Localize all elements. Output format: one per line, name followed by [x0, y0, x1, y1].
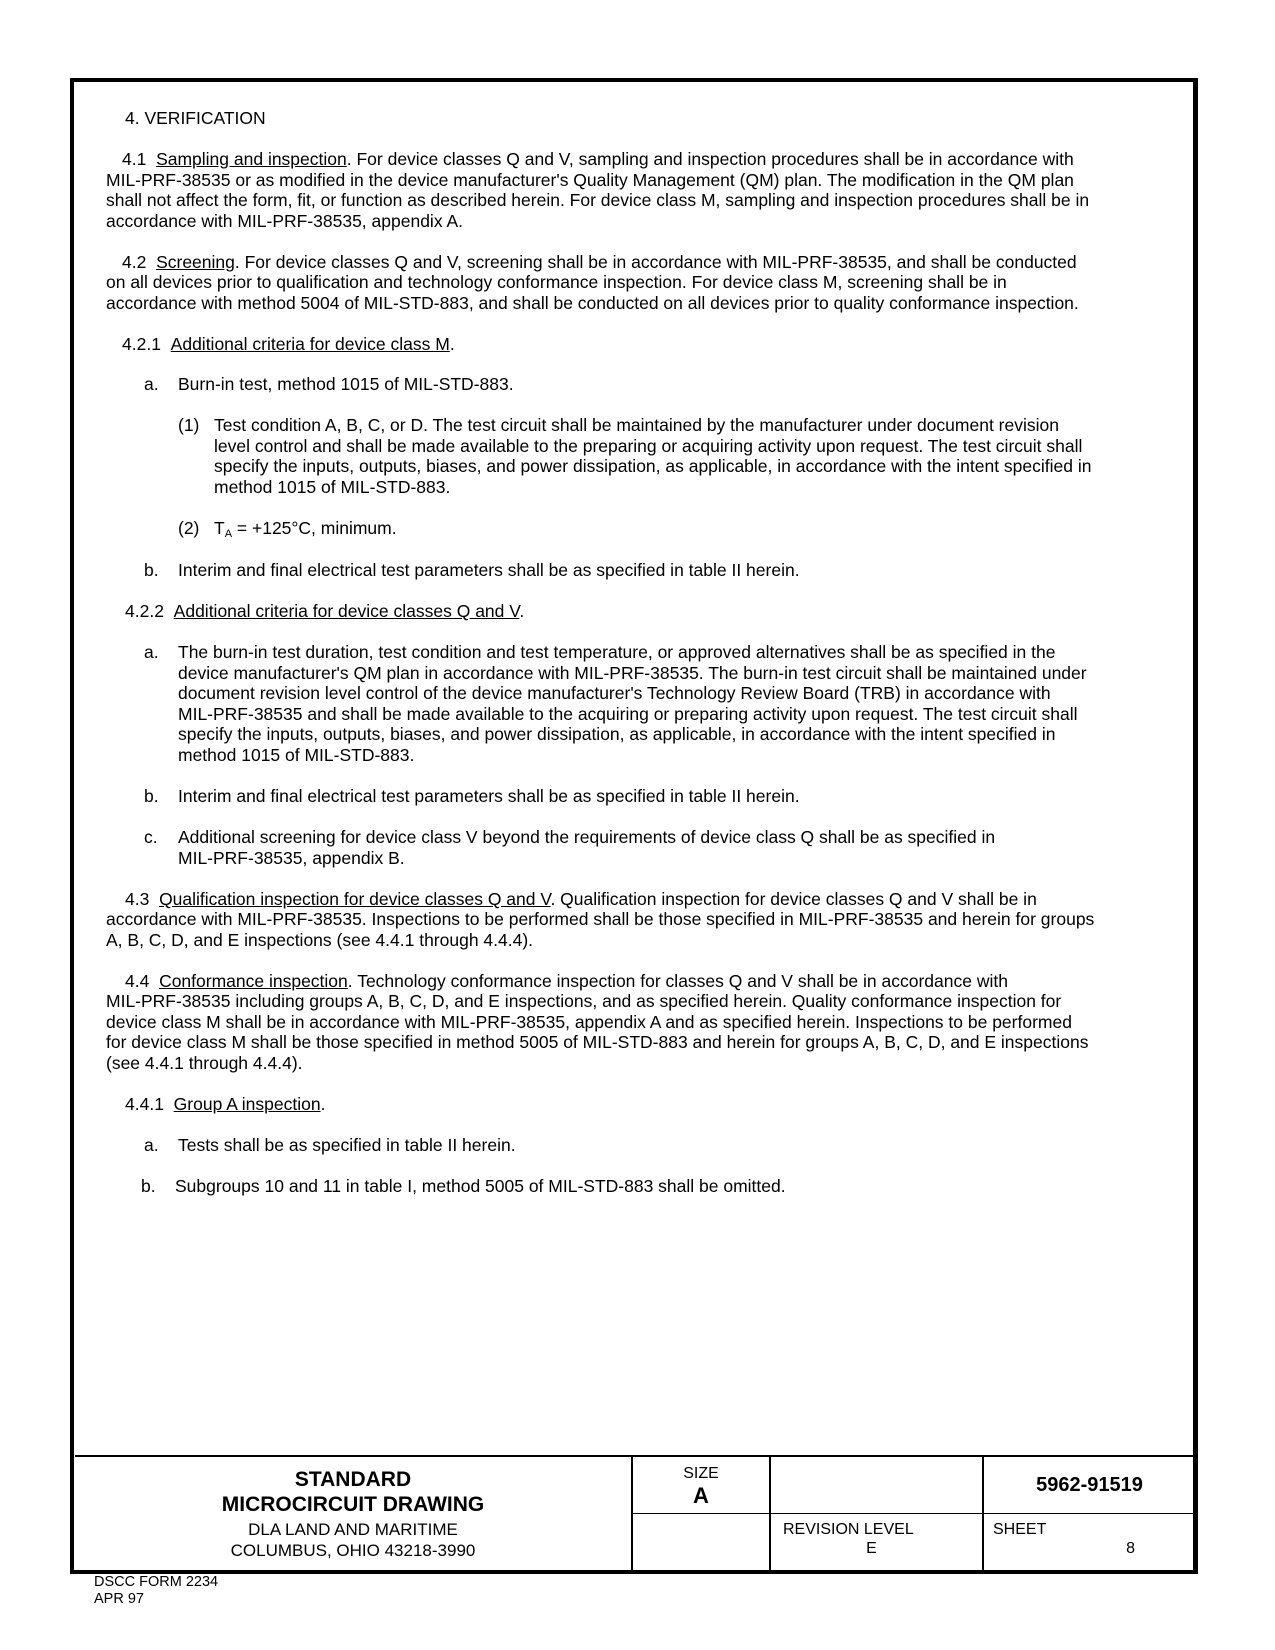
text-line: device manufacturer's QM plan in accordance with MIL-PRF-38535. The burn-in test circuit shall be maintained under [178, 663, 1087, 683]
text-line: for device class M shall be those specified in method 5005 of MIL-STD-883 and herein for groups A, B, C, D, and E inspections [106, 1032, 1089, 1052]
text-line: MIL-PRF-38535, appendix B. [178, 848, 405, 868]
symbol: T [214, 518, 225, 538]
text-line: . For device classes Q and V, screening shall be in accordance with MIL-PRF-38535, and shall be conducted [234, 252, 1077, 272]
revision-label: REVISION LEVEL [783, 1521, 914, 1538]
divider [631, 1513, 1195, 1514]
text-line: method 1015 of MIL-STD-883. [214, 477, 451, 497]
section-title: Sampling and inspection [156, 149, 347, 169]
item-text: Subgroups 10 and 11 in table I, method 5005 of MIL-STD-883 shall be omitted. [175, 1176, 786, 1196]
text-line: accordance with MIL-PRF-38535, appendix A. [106, 211, 463, 231]
item-label: c. [144, 827, 158, 847]
text-line: . For device classes Q and V, sampling and inspection procedures shall be in accordance with [346, 149, 1074, 169]
revision-value: E [866, 1540, 877, 1557]
punctuation: . [519, 601, 525, 621]
section-number: 4.4 [125, 971, 150, 991]
sheet-label: SHEET [993, 1521, 1047, 1538]
item-text: Interim and final electrical test parameters shall be as specified in table II herein. [178, 786, 800, 806]
section-number: 4.2 [122, 252, 147, 272]
text-line: A, B, C, D, and E inspections (see 4.4.1 through 4.4.4). [106, 930, 534, 950]
text-line: document revision level control of the device manufacturer's Technology Review Board (TRB) in accordance with [178, 683, 1051, 703]
punctuation: . [449, 334, 455, 354]
section-number: 4.1 [122, 149, 147, 169]
text-line: shall not affect the form, fit, or function as described herein. For device class M, sampling and inspection procedures shall be in [106, 190, 1090, 210]
section-title: Additional criteria for device class M [170, 334, 450, 354]
section-title: Qualification inspection for device classes Q and V [159, 889, 551, 909]
text-line: The burn-in test duration, test condition and test temperature, or approved alternatives shall be as specified in the [178, 642, 1056, 662]
section-title: Screening [156, 252, 235, 272]
text-line: device class M shall be in accordance with MIL-PRF-38535, appendix A and as specified herein. Inspections to be performed [106, 1012, 1072, 1032]
section-4-heading: 4. VERIFICATION [125, 108, 266, 128]
text-line: Test condition A, B, C, or D. The test circuit shall be maintained by the manufacturer under document revision [214, 415, 1059, 435]
text-line: MIL-PRF-38535 including groups A, B, C, D, and E inspections, and as specified herein. Quality conformance inspection for [106, 991, 1062, 1011]
size-cell [633, 1465, 769, 1509]
org-address: COLUMBUS, OHIO 43218-3990 [230, 1541, 476, 1560]
title-block [75, 1455, 1195, 1571]
text-line: accordance with MIL-PRF-38535. Inspections to be performed shall be those specified in MIL-PRF-38535 and herein for groups [106, 909, 1095, 929]
section-number: 4.3 [125, 889, 150, 909]
form-number: DSCC FORM 2234 [94, 1574, 219, 1590]
text-line: on all devices prior to qualification and technology conformance inspection. For device class M, screening shall be in [106, 272, 1007, 292]
text-line: method 1015 of MIL-STD-883. [178, 745, 415, 765]
subitem-label: (2) [178, 518, 200, 538]
item-label: b. [144, 560, 159, 580]
title-standard: STANDARD [294, 1468, 412, 1491]
org-name: DLA LAND AND MARITIME [248, 1520, 458, 1539]
item-label: b. [144, 786, 159, 806]
sheet-cell [993, 1520, 1195, 1558]
text-line: accordance with method 5004 of MIL-STD-883, and shall be conducted on all devices prior to quality conformance inspection. [106, 293, 1079, 313]
section-number: 4.4.1 [125, 1094, 164, 1114]
subscript: A [224, 528, 233, 540]
title-microcircuit-drawing: MICROCIRCUIT DRAWING [221, 1493, 485, 1516]
temperature-condition [214, 518, 397, 546]
item-text: Interim and final electrical test parameters shall be as specified in table II herein. [178, 560, 800, 580]
text: = +125°C, minimum. [232, 518, 397, 538]
text-line: . Qualification inspection for device classes Q and V shall be in [550, 889, 1037, 909]
section-title: Group A inspection [173, 1094, 321, 1114]
size-value: A [693, 1483, 709, 1508]
section-number: 4.2.2 [125, 601, 164, 621]
size-label: SIZE [683, 1465, 719, 1482]
text-line: (see 4.4.1 through 4.4.4). [106, 1053, 303, 1073]
text-line: . Technology conformance inspection for classes Q and V shall be in accordance with [347, 971, 1008, 991]
revision-cell [783, 1520, 982, 1558]
text-line: level control and shall be made available to the preparing or acquiring activity upon request. The test circuit shall [214, 436, 1083, 456]
punctuation: . [320, 1094, 326, 1114]
text-line: MIL-PRF-38535 and shall be made available to the acquiring or preparing activity upon request. The test circuit shall [178, 704, 1078, 724]
section-title: Additional criteria for device classes Q and V [173, 601, 520, 621]
subitem-label: (1) [178, 415, 200, 435]
text-line: specify the inputs, outputs, biases, and power dissipation, as applicable, in accordance with the intent specified in [178, 724, 1056, 744]
text-line: Additional screening for device class V beyond the requirements of device class Q shall be as specified in [178, 827, 996, 847]
drawing-number: 5962-91519 [1036, 1474, 1143, 1496]
text-line: MIL-PRF-38535 or as modified in the device manufacturer's Quality Management (QM) plan. The modification in the QM plan [106, 170, 1074, 190]
item-text: Burn-in test, method 1015 of MIL-STD-883. [178, 374, 514, 394]
section-number: 4.2.1 [122, 334, 161, 354]
divider [769, 1457, 771, 1571]
form-date: APR 97 [94, 1591, 144, 1607]
text-line: specify the inputs, outputs, biases, and power dissipation, as applicable, in accordance with the intent specified in [214, 456, 1092, 476]
item-label: a. [144, 642, 159, 662]
drawing-title [75, 1467, 631, 1561]
sheet-value: 8 [1126, 1540, 1135, 1557]
section-title: Conformance inspection [159, 971, 348, 991]
item-label: b. [141, 1176, 156, 1196]
item-label: a. [144, 374, 159, 394]
item-text: Tests shall be as specified in table II herein. [178, 1135, 516, 1155]
item-label: a. [144, 1135, 159, 1155]
